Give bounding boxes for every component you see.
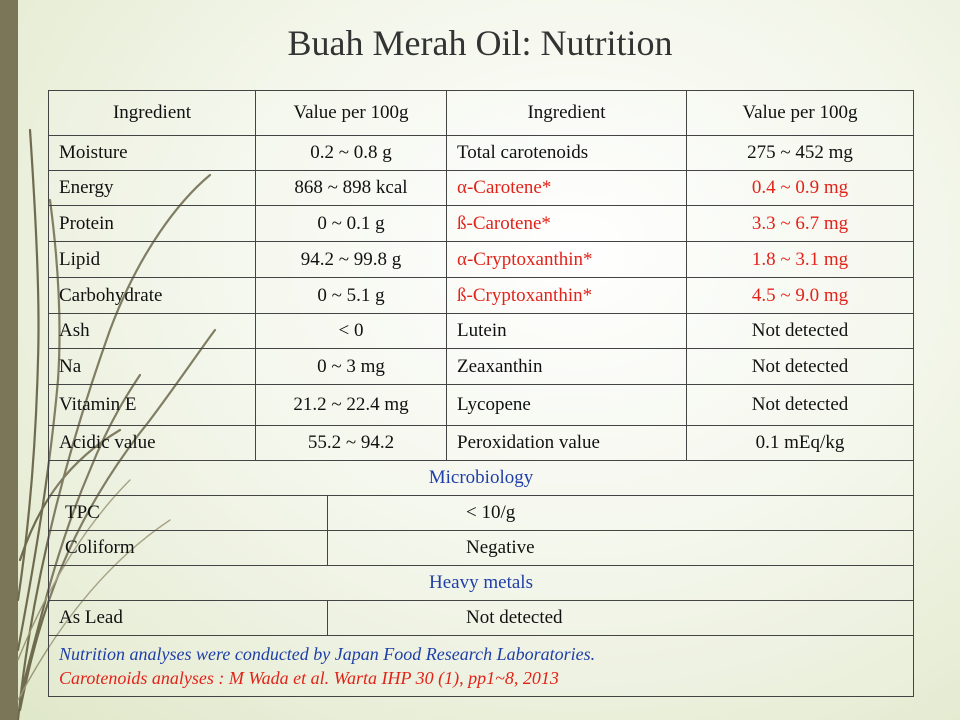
microbiology-row — [49, 531, 914, 566]
ingredient-cell: ß-Carotene* — [447, 206, 687, 242]
table-row — [49, 278, 914, 314]
nutrition-table — [48, 90, 914, 697]
ingredient-cell: Zeaxanthin — [447, 349, 687, 385]
left-decorative-bar — [0, 0, 18, 720]
ingredient-cell: Peroxidation value — [447, 426, 687, 461]
value-cell: 0 ~ 5.1 g — [256, 278, 447, 314]
heavy-metal-value: Not detected — [328, 601, 914, 636]
nutrition-table-container — [48, 90, 913, 697]
value-cell: 0 ~ 3 mg — [256, 349, 447, 385]
microbiology-name: Coliform — [49, 531, 328, 566]
table-row — [49, 385, 914, 426]
microbiology-heading: Microbiology — [49, 461, 914, 496]
value-cell: 0.4 ~ 0.9 mg — [687, 171, 914, 206]
header-row — [49, 91, 914, 136]
value-cell: 55.2 ~ 94.2 — [256, 426, 447, 461]
header-ingredient-2: Ingredient — [447, 91, 687, 136]
value-cell: 0.1 mEq/kg — [687, 426, 914, 461]
ingredient-cell: Ash — [49, 314, 256, 349]
table-row — [49, 171, 914, 206]
heavy-metals-section-row — [49, 566, 914, 601]
ingredient-cell: Lipid — [49, 242, 256, 278]
header-value-1: Value per 100g — [256, 91, 447, 136]
ingredient-cell: Vitamin E — [49, 385, 256, 426]
note-nutrition: Nutrition analyses were conducted by Japan Food Research Laboratories. — [59, 644, 596, 664]
note-carotenoids: Carotenoids analyses : M Wada et al. Warta IHP 30 (1), pp1~8, 2013 — [59, 668, 559, 688]
value-cell: 21.2 ~ 22.4 mg — [256, 385, 447, 426]
ingredient-cell: Lutein — [447, 314, 687, 349]
value-cell: 4.5 ~ 9.0 mg — [687, 278, 914, 314]
microbiology-section-row — [49, 461, 914, 496]
ingredient-cell: Protein — [49, 206, 256, 242]
value-cell: 3.3 ~ 6.7 mg — [687, 206, 914, 242]
ingredient-cell: ß-Cryptoxanthin* — [447, 278, 687, 314]
heavy-metal-name: As Lead — [49, 601, 328, 636]
value-cell: 1.8 ~ 3.1 mg — [687, 242, 914, 278]
header-value-2: Value per 100g — [687, 91, 914, 136]
value-cell: Not detected — [687, 385, 914, 426]
value-cell: 868 ~ 898 kcal — [256, 171, 447, 206]
notes-cell — [49, 636, 914, 697]
header-ingredient-1: Ingredient — [49, 91, 256, 136]
value-cell: 0 ~ 0.1 g — [256, 206, 447, 242]
microbiology-value: < 10/g — [328, 496, 914, 531]
table-row — [49, 136, 914, 171]
table-row — [49, 242, 914, 278]
heavy-metals-heading: Heavy metals — [49, 566, 914, 601]
ingredient-cell: Moisture — [49, 136, 256, 171]
value-cell: 0.2 ~ 0.8 g — [256, 136, 447, 171]
value-cell: Not detected — [687, 314, 914, 349]
ingredient-cell: Lycopene — [447, 385, 687, 426]
microbiology-name: TPC — [49, 496, 328, 531]
microbiology-value: Negative — [328, 531, 914, 566]
microbiology-row — [49, 496, 914, 531]
table-row — [49, 349, 914, 385]
ingredient-cell: Na — [49, 349, 256, 385]
value-cell: 94.2 ~ 99.8 g — [256, 242, 447, 278]
ingredient-cell: α-Carotene* — [447, 171, 687, 206]
ingredient-cell: α-Cryptoxanthin* — [447, 242, 687, 278]
ingredient-cell: Total carotenoids — [447, 136, 687, 171]
value-cell: Not detected — [687, 349, 914, 385]
table-row — [49, 426, 914, 461]
ingredient-cell: Acidic value — [49, 426, 256, 461]
value-cell: < 0 — [256, 314, 447, 349]
table-row — [49, 314, 914, 349]
heavy-metals-row — [49, 601, 914, 636]
value-cell: 275 ~ 452 mg — [687, 136, 914, 171]
ingredient-cell: Carbohydrate — [49, 278, 256, 314]
table-row — [49, 206, 914, 242]
ingredient-cell: Energy — [49, 171, 256, 206]
slide-title: Buah Merah Oil: Nutrition — [287, 23, 673, 63]
notes-row — [49, 636, 914, 697]
